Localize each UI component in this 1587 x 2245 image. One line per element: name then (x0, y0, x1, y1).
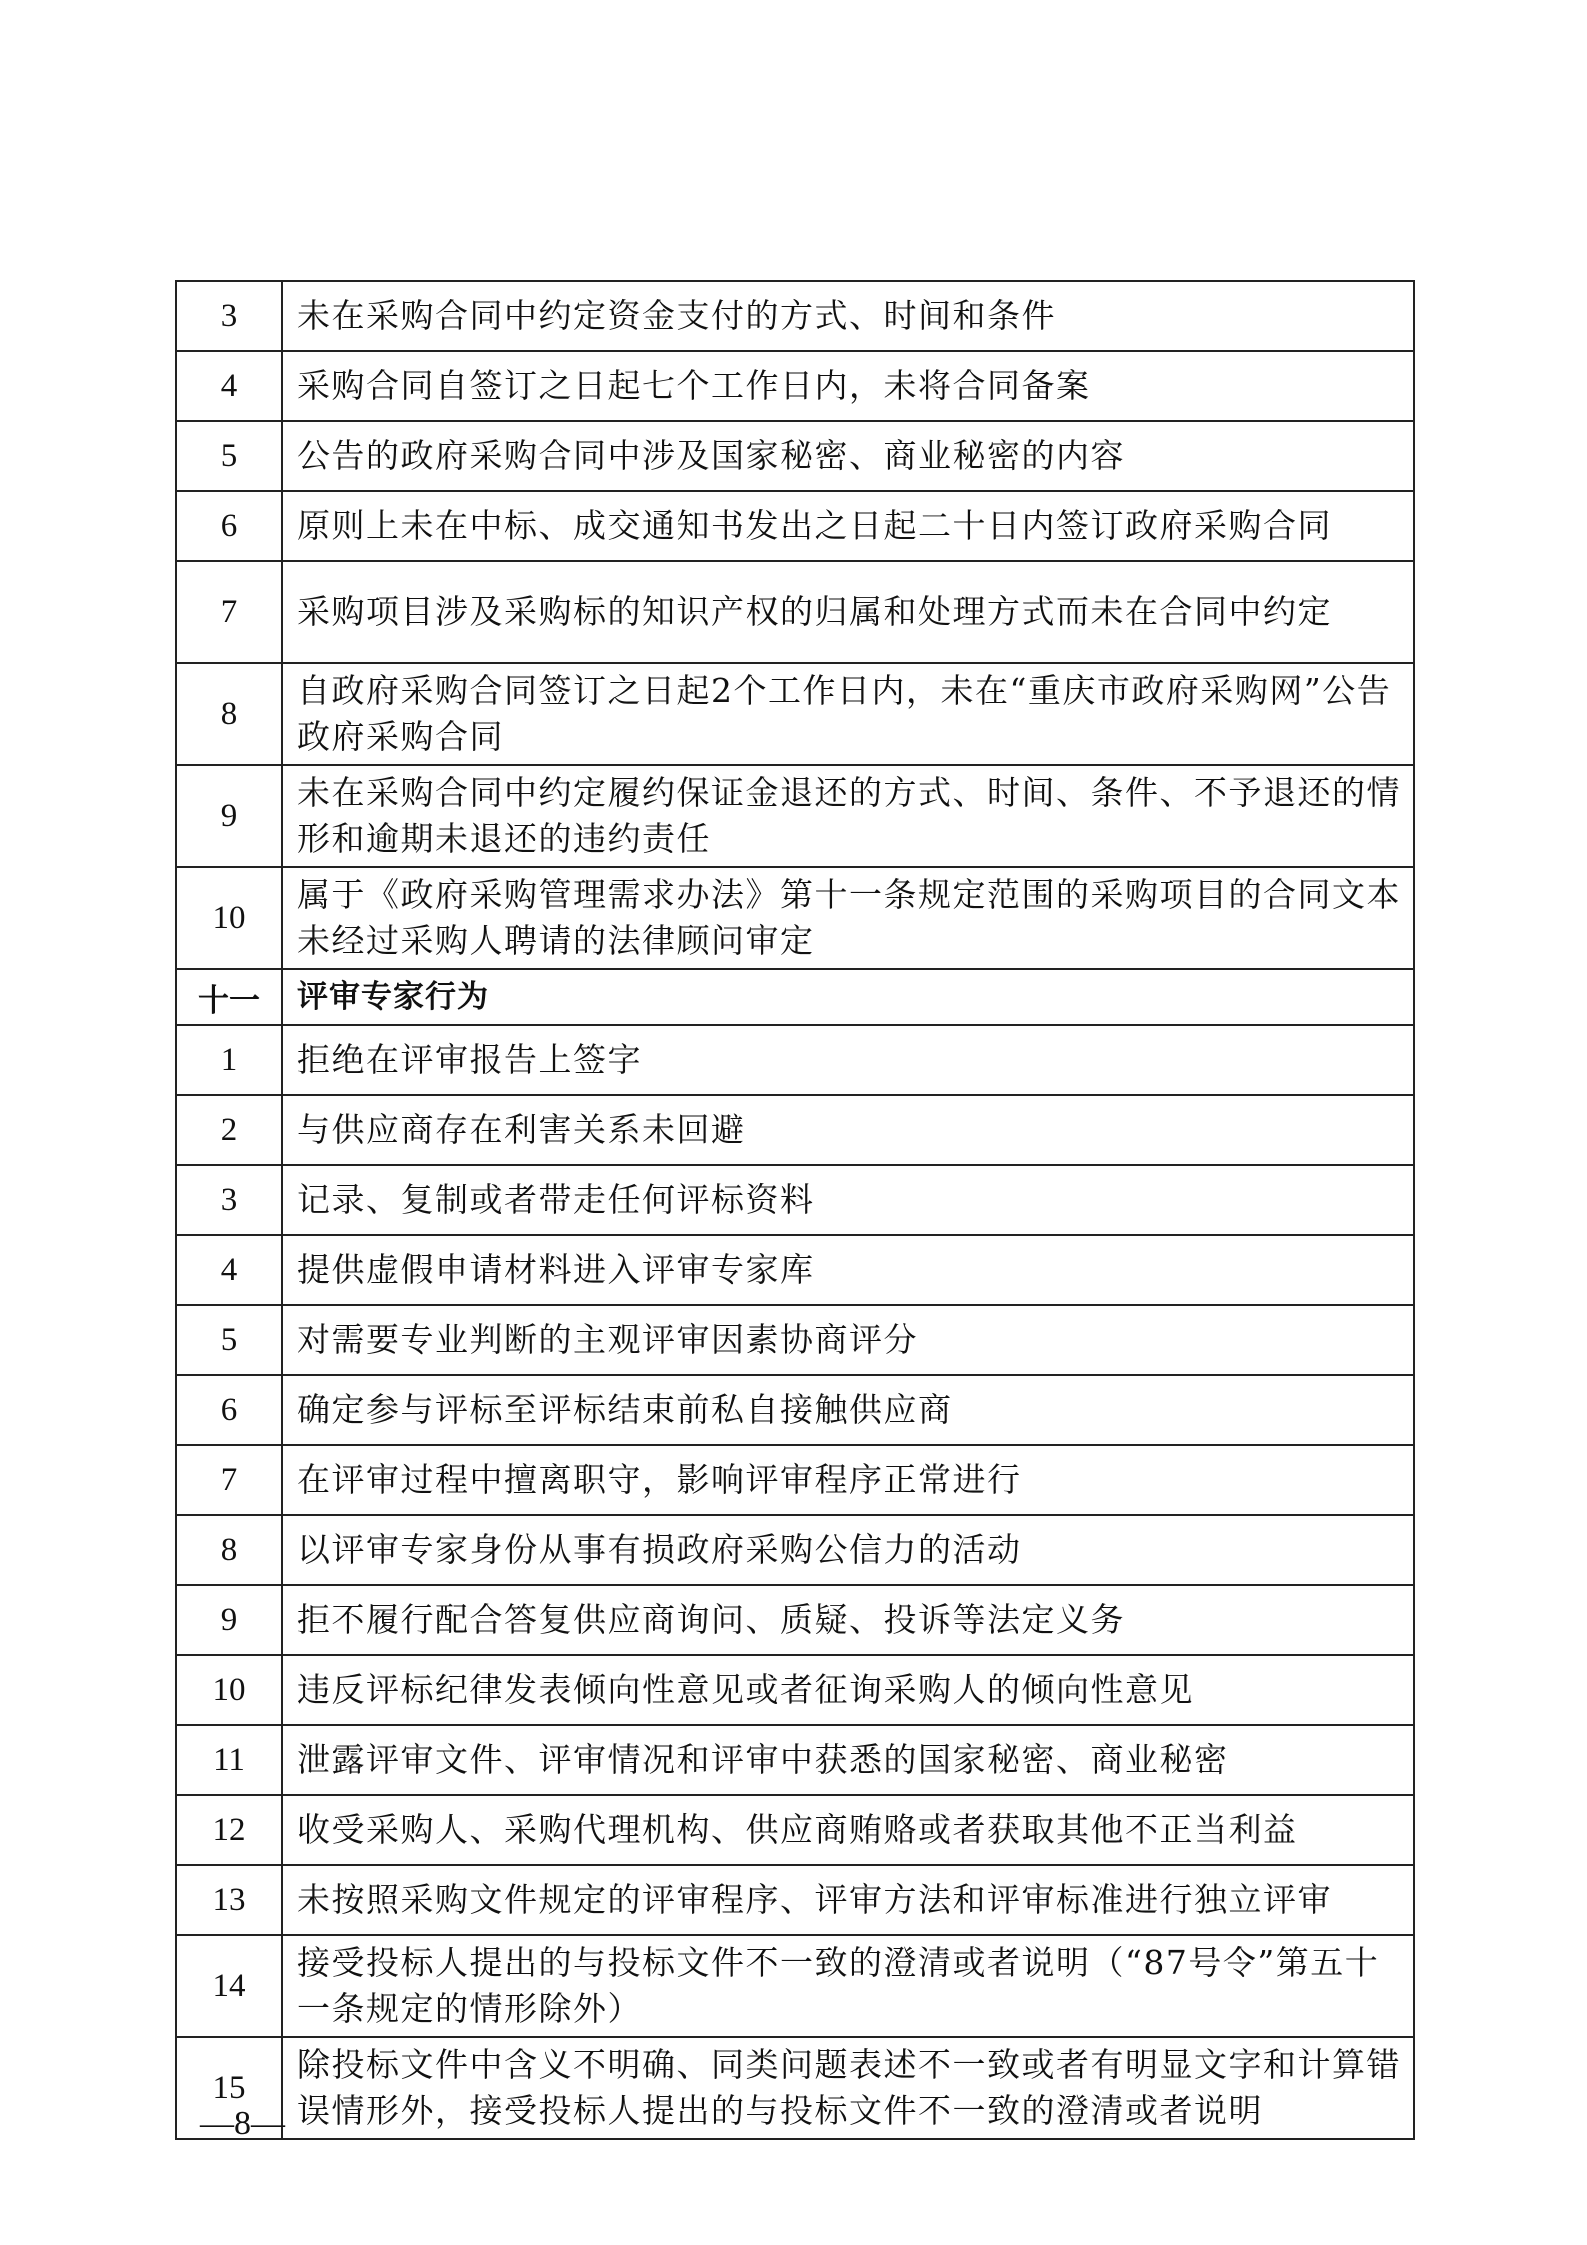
row-number: 2 (176, 1095, 282, 1165)
page-number: —8— (200, 2105, 285, 2142)
row-text: 拒绝在评审报告上签字 (282, 1025, 1414, 1095)
table-row (176, 1025, 1414, 1095)
row-number: 12 (176, 1795, 282, 1865)
table-row (176, 663, 1414, 765)
table-row (176, 1095, 1414, 1165)
table-row (176, 421, 1414, 491)
row-text: 自政府采购合同签订之日起2个工作日内，未在“重庆市政府采购网”公告政府采购合同 (282, 663, 1414, 765)
row-text: 违反评标纪律发表倾向性意见或者征询采购人的倾向性意见 (282, 1655, 1414, 1725)
table-row (176, 281, 1414, 351)
section-header-row (176, 969, 1414, 1025)
section-number: 十一 (176, 969, 282, 1025)
table-row (176, 351, 1414, 421)
table-row (176, 1655, 1414, 1725)
row-number: 7 (176, 1445, 282, 1515)
table-row (176, 867, 1414, 969)
table-row (176, 1305, 1414, 1375)
row-text: 与供应商存在利害关系未回避 (282, 1095, 1414, 1165)
row-text: 未在采购合同中约定履约保证金退还的方式、时间、条件、不予退还的情形和逾期未退还的违约责任 (282, 765, 1414, 867)
row-text: 采购项目涉及采购标的知识产权的归属和处理方式而未在合同中约定 (282, 561, 1414, 663)
row-text: 拒不履行配合答复供应商询问、质疑、投诉等法定义务 (282, 1585, 1414, 1655)
row-number: 3 (176, 1165, 282, 1235)
table-row (176, 1235, 1414, 1305)
row-number: 8 (176, 1515, 282, 1585)
row-text: 未按照采购文件规定的评审程序、评审方法和评审标准进行独立评审 (282, 1865, 1414, 1935)
row-number: 4 (176, 351, 282, 421)
section-title: 评审专家行为 (282, 969, 1414, 1025)
row-text: 以评审专家身份从事有损政府采购公信力的活动 (282, 1515, 1414, 1585)
table-row (176, 491, 1414, 561)
row-text: 公告的政府采购合同中涉及国家秘密、商业秘密的内容 (282, 421, 1414, 491)
row-text: 对需要专业判断的主观评审因素协商评分 (282, 1305, 1414, 1375)
table-row (176, 1935, 1414, 2037)
row-text: 采购合同自签订之日起七个工作日内，未将合同备案 (282, 351, 1414, 421)
table-row (176, 1795, 1414, 1865)
row-number: 9 (176, 1585, 282, 1655)
table-row (176, 2037, 1414, 2139)
row-number: 6 (176, 491, 282, 561)
row-number: 6 (176, 1375, 282, 1445)
table-row (176, 1585, 1414, 1655)
table-row (176, 1515, 1414, 1585)
row-number: 13 (176, 1865, 282, 1935)
row-number: 7 (176, 561, 282, 663)
row-text: 收受采购人、采购代理机构、供应商贿赂或者获取其他不正当利益 (282, 1795, 1414, 1865)
row-text: 确定参与评标至评标结束前私自接触供应商 (282, 1375, 1414, 1445)
row-number: 14 (176, 1935, 282, 2037)
row-text: 原则上未在中标、成交通知书发出之日起二十日内签订政府采购合同 (282, 491, 1414, 561)
row-number: 5 (176, 421, 282, 491)
regulation-table (175, 280, 1415, 2140)
table-row (176, 1865, 1414, 1935)
table-body (176, 281, 1414, 2139)
row-text: 除投标文件中含义不明确、同类问题表述不一致或者有明显文字和计算错误情形外，接受投标人提出的与投标文件不一致的澄清或者说明 (282, 2037, 1414, 2139)
row-text: 属于《政府采购管理需求办法》第十一条规定范围的采购项目的合同文本未经过采购人聘请的法律顾问审定 (282, 867, 1414, 969)
row-number: 10 (176, 1655, 282, 1725)
row-text: 泄露评审文件、评审情况和评审中获悉的国家秘密、商业秘密 (282, 1725, 1414, 1795)
row-number: 3 (176, 281, 282, 351)
row-number: 9 (176, 765, 282, 867)
row-text: 未在采购合同中约定资金支付的方式、时间和条件 (282, 281, 1414, 351)
table-row (176, 1725, 1414, 1795)
row-text: 记录、复制或者带走任何评标资料 (282, 1165, 1414, 1235)
row-number: 8 (176, 663, 282, 765)
row-text: 在评审过程中擅离职守，影响评审程序正常进行 (282, 1445, 1414, 1515)
table-row (176, 1445, 1414, 1515)
row-text: 接受投标人提出的与投标文件不一致的澄清或者说明（“87号令”第五十一条规定的情形除外） (282, 1935, 1414, 2037)
row-text: 提供虚假申请材料进入评审专家库 (282, 1235, 1414, 1305)
row-number: 5 (176, 1305, 282, 1375)
table-row (176, 1375, 1414, 1445)
row-number: 11 (176, 1725, 282, 1795)
table-row (176, 561, 1414, 663)
row-number: 15 (176, 2037, 282, 2139)
table-row (176, 1165, 1414, 1235)
row-number: 4 (176, 1235, 282, 1305)
row-number: 10 (176, 867, 282, 969)
table-row (176, 765, 1414, 867)
row-number: 1 (176, 1025, 282, 1095)
